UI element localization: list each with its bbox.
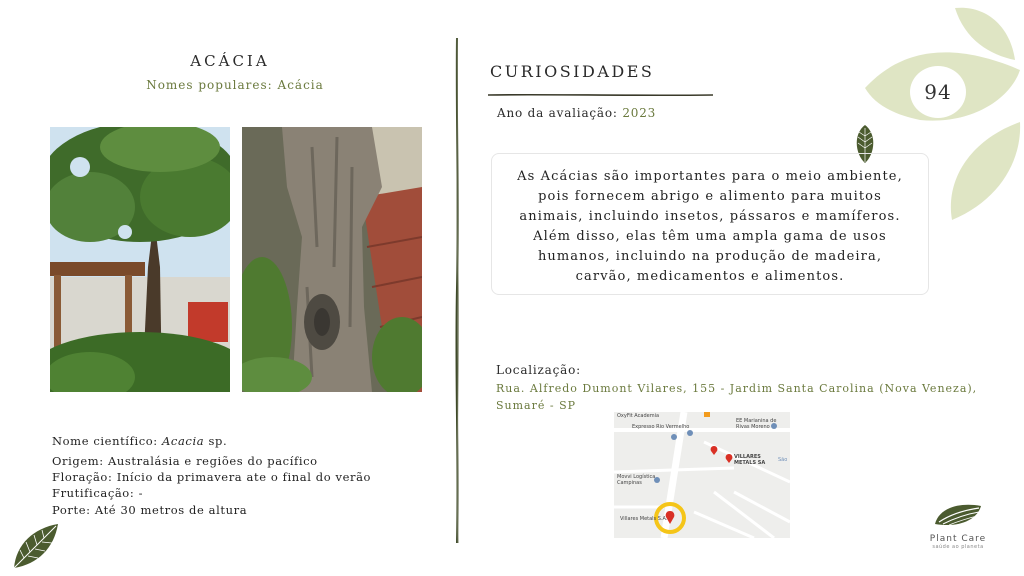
size-label: Porte: [52,503,91,517]
fruiting-label: Frutificação: [52,486,135,500]
flowering [52,470,371,484]
scientific-name [52,434,227,448]
curiosities-title: CURIOSIDADES [490,62,655,81]
plant-title: ACÁCIA [190,52,270,70]
map-label-villares: VILLARES METALS SA [734,454,766,466]
origin-value: Australásia e regiões do pacífico [108,454,318,468]
location-label: Localização: [496,363,581,377]
location-address [496,380,1006,414]
title-underline [488,84,713,92]
map-label-sao: São [778,457,788,463]
evaluation-year-label: Ano da avaliação: [497,106,618,120]
fruiting [52,486,143,500]
map-label-expresso: Expresso Rio Vermelho [632,424,690,430]
flowering-label: Floração: [52,470,113,484]
fruiting-value: - [138,486,144,500]
evaluation-year-value: 2023 [622,106,657,120]
plant-care-logo [918,500,998,552]
address-line-1: Rua. Alfredo Dumont Vilares, 155 - Jardim Santa Carolina (Nova Veneza), [496,382,978,395]
address-line-2: Sumaré - SP [496,399,577,412]
size-value: Até 30 metros de altura [94,503,248,517]
location-map[interactable] [614,412,790,538]
tree-canopy-photo [50,127,230,392]
popular-names-value: Acácia [277,78,324,92]
map-label-academia: OxyFit Academia [617,413,660,419]
scientific-name-suffix: sp. [208,434,228,448]
popular-names-label: Nomes populares: [146,78,273,92]
popular-names [110,78,360,92]
scientific-name-genus: Acacia [162,434,205,448]
tree-trunk-photo [242,127,422,392]
map-label-movvi: Movvi Logística Campinas [617,474,656,486]
page-number: 94 [910,66,966,118]
origin-label: Origem: [52,454,104,468]
scientific-name-label: Nome científico: [52,434,158,448]
origin [52,454,318,468]
size [52,503,247,517]
brand-tagline: saúde ao planeta [932,544,984,550]
map-label-school: EE Marianina de Rivas Moreno [736,418,777,430]
flowering-value: Início da primavera ate o final do verão [116,470,372,484]
map-label-villares-pin: Villares Metals S.A. [620,516,668,522]
vertical-divider [452,38,462,543]
curiosities-text: As Acácias são importantes para o meio ambiente, pois fornecem abrigo e alimento para muitos animais, incluindo insetos, pássaros e mamíferos. Além disso, elas têm uma ampla gama de usos humanos, incluindo na produção de madeira, carvão, medicamentos e alimentos. [517,169,903,284]
plant-care-logo-icon [933,500,983,528]
leaf-corner-icon [10,522,60,570]
evaluation-year [497,106,656,120]
brand-name: Plant Care [929,534,987,544]
